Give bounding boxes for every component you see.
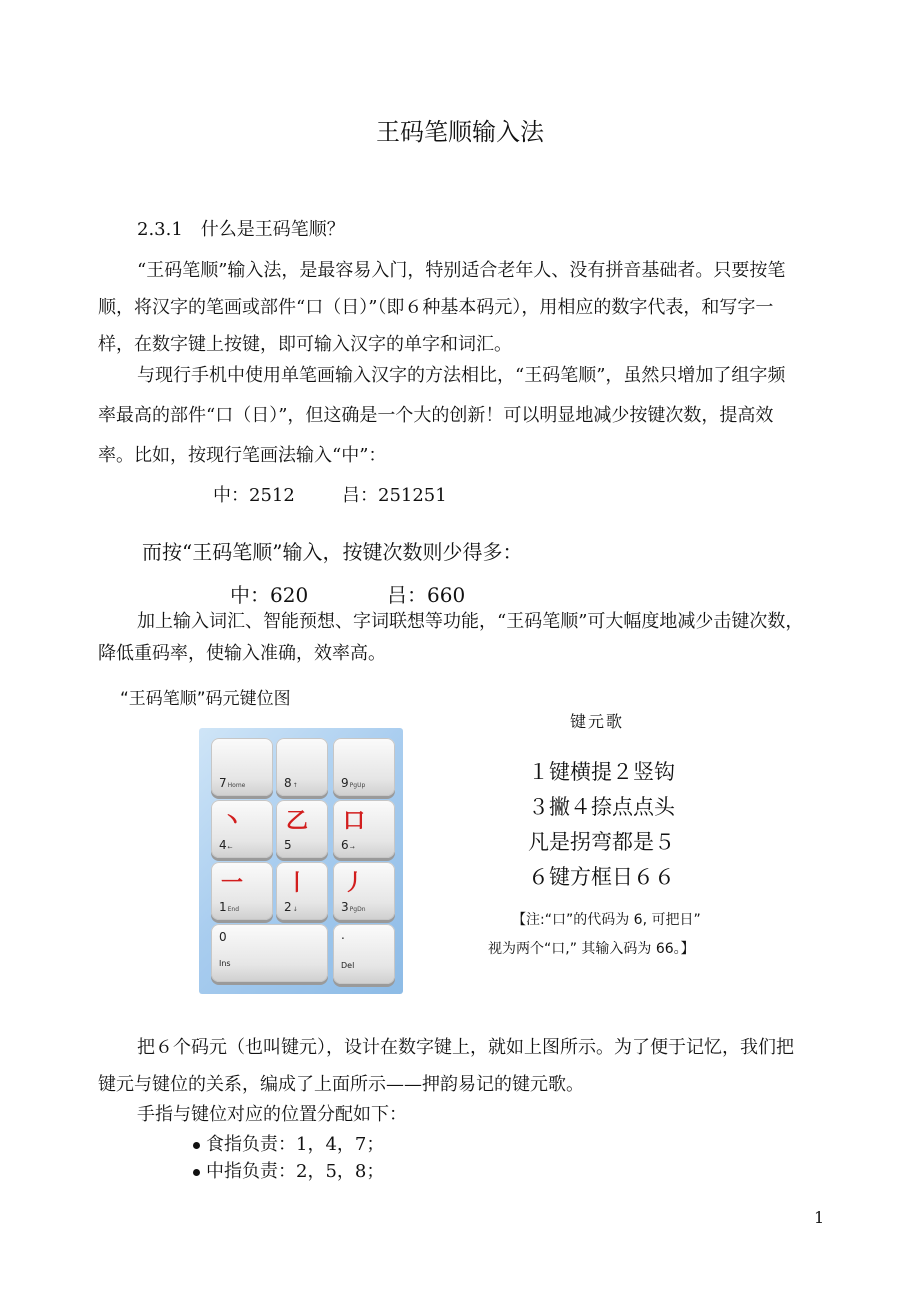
poem-line-1: １键横提２竖钩 [528, 760, 675, 784]
stroke-pie-icon: 丿 [343, 871, 366, 896]
paragraph-5-line-1: 把６个码元（也叫键元），设计在数字键上，就如上图所示。为了便于记忆，我们把 [137, 1037, 794, 1058]
paragraph-4-line-2: 降低重码率，使输入准确，效率高。 [98, 643, 386, 664]
example-wangma-zhong: 中：620 [230, 583, 309, 607]
stroke-heng-icon: 一 [221, 871, 244, 896]
bullet-dot-icon [193, 1142, 200, 1149]
document-title: 王码笔顺输入法 [376, 118, 544, 146]
paragraph-5-line-2: 键元与键位的关系，编成了上面所示——押韵易记的键元歌。 [98, 1074, 584, 1095]
poem-line-4: ６键方框日６６ [528, 865, 675, 889]
key-8: 8↑ [276, 738, 328, 796]
note-line-1: 【注:“口”的代码为 6, 可把日” [512, 912, 701, 928]
poem-title: 键元歌 [570, 712, 625, 731]
paragraph-2-line-3: 率。比如，按现行笔画法输入“中”： [98, 445, 387, 466]
stroke-kou-icon: 口 [343, 809, 366, 834]
example-wangma-lv: 吕：660 [387, 583, 466, 607]
key-3: 丿 3PgDn [333, 862, 395, 920]
paragraph-2-line-2: 率最高的部件“口（日）”，但这确是一个大的创新！可以明显地减少按键次数，提高效 [98, 405, 774, 426]
stroke-dian-icon: 丶 [221, 809, 244, 834]
bullet-dot-icon [193, 1169, 200, 1176]
bullet-item: 中指负责：2，5，8； [193, 1157, 384, 1183]
paragraph-6: 手指与键位对应的位置分配如下： [137, 1104, 407, 1125]
key-1: 一 1End [211, 862, 273, 920]
paragraph-3: 而按“王码笔顺”输入，按键次数则少得多： [142, 540, 523, 564]
key-6: 口 6→ [333, 800, 395, 858]
figure-caption: “王码笔顺”码元键位图 [120, 689, 291, 709]
stroke-shu-icon: 丨 [286, 871, 309, 896]
key-dot: . Del [333, 924, 395, 984]
note-line-2: 视为两个“口,” 其输入码为 66。】 [488, 941, 695, 957]
paragraph-1-line-1: “王码笔顺”输入法，是最容易入门，特别适合老年人、没有拼音基础者。只要按笔 [137, 260, 786, 281]
section-heading: 2.3.1 什么是王码笔顺？ [137, 219, 345, 240]
keypad-figure [199, 728, 403, 994]
key-2: 丨 2↓ [276, 862, 328, 920]
paragraph-4-line-1: 加上输入词汇、智能预想、字词联想等功能，“王码笔顺”可大幅度地减少击键次数， [137, 611, 804, 632]
poem-line-3: 凡是拐弯都是５ [528, 830, 675, 854]
key-0: 0 Ins [211, 924, 328, 982]
stroke-zhe-icon: 乙 [286, 809, 309, 834]
key-9: 9PgUp [333, 738, 395, 796]
key-5: 乙 5 [276, 800, 328, 858]
poem-line-2: ３撇４捺点点头 [528, 795, 675, 819]
page-number: 1 [814, 1208, 825, 1227]
paragraph-2-line-1: 与现行手机中使用单笔画输入汉字的方法相比，“王码笔顺”，虽然只增加了组字频 [137, 365, 786, 386]
bullet-item: 食指负责：1，4，7； [193, 1130, 384, 1156]
key-7: 7Home [211, 738, 273, 796]
paragraph-1-line-3: 样，在数字键上按键，即可输入汉字的单字和词汇。 [98, 334, 512, 355]
key-4: 丶 4← [211, 800, 273, 858]
example-stroke-zhong: 中：2512 [213, 485, 295, 506]
paragraph-1-line-2: 顺，将汉字的笔画或部件“口（日）”（即６种基本码元），用相应的数字代表，和写字一 [98, 297, 774, 318]
example-stroke-lv: 吕：251251 [342, 485, 447, 506]
